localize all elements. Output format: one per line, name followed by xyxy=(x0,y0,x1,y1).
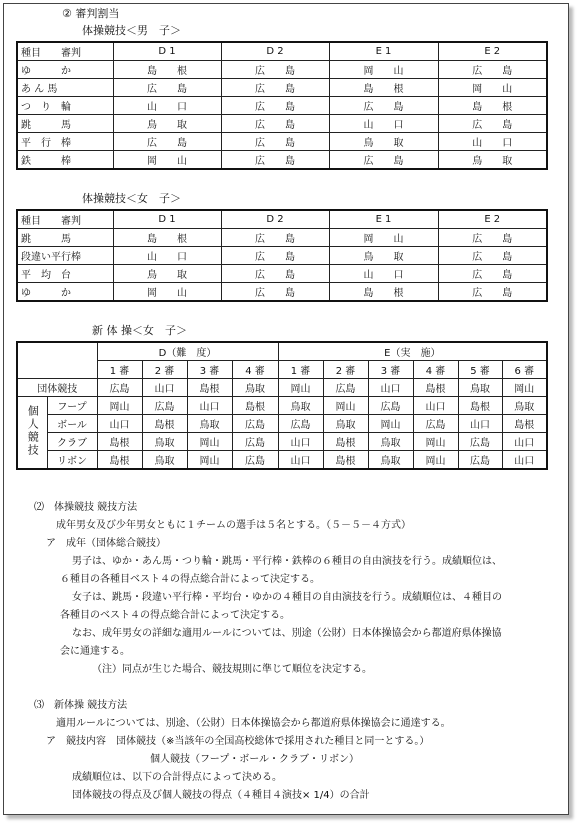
table-cell: 岡山 xyxy=(187,451,232,470)
table-cell: 広 島 xyxy=(329,97,438,115)
table-cell: 山口 xyxy=(502,433,547,451)
table-cell: 山口 xyxy=(187,397,232,415)
table-cell: 鳥取 xyxy=(368,433,413,451)
table-cell: 岡山 xyxy=(187,433,232,451)
table-cell: 島根 xyxy=(187,379,232,397)
table-cell: 岡山 xyxy=(368,415,413,433)
table-cell: 鳥取 xyxy=(502,397,547,415)
section3-paragraph: 団体競技の得点及び個人競技の得点（４種目４演技× 1/4）の合計 xyxy=(72,790,370,801)
table-cell: 鳥取 xyxy=(278,397,323,415)
table-cell: 広島 xyxy=(278,415,323,433)
table-cell: 鳥取 xyxy=(142,433,187,451)
table-cell: 広 島 xyxy=(221,61,329,79)
apparatus-cell: フープ xyxy=(47,397,97,415)
table-cell: 島根 xyxy=(97,433,142,451)
event-cell: ゆ か xyxy=(17,61,113,79)
table-cell: 鳥 取 xyxy=(329,133,438,151)
table-row xyxy=(17,151,547,170)
table-cell: 山口 xyxy=(502,451,547,470)
table-cell: 鳥取 xyxy=(142,451,187,470)
table-cell: 山口 xyxy=(413,397,458,415)
table-row xyxy=(17,451,547,470)
allocation-heading: ② 審判割当 xyxy=(62,7,120,20)
table-cell: 岡山 xyxy=(323,397,368,415)
section2-heading: ⑵ 体操競技 競技方法 xyxy=(34,502,138,513)
table-cell: 鳥取 xyxy=(187,415,232,433)
table-cell: 広 島 xyxy=(438,115,547,133)
section2-paragraph: 成年男女及び少年男女ともに１チームの選手は５名とする。（５－５－４方式） xyxy=(56,520,411,531)
table-cell: 山口 xyxy=(278,451,323,470)
table-cell: 岡山 xyxy=(502,379,547,397)
header-cell: 種目 審判 xyxy=(17,42,113,61)
table-cell: 山 口 xyxy=(113,247,221,265)
header-cell: D 1 xyxy=(113,42,221,61)
table-cell: 島 根 xyxy=(113,61,221,79)
table-header-row xyxy=(17,342,547,361)
table-cell: 広島 xyxy=(142,397,187,415)
event-cell: 跳 馬 xyxy=(17,115,113,133)
table-cell: 岡 山 xyxy=(113,283,221,302)
section2-paragraph: ６種目の各種目ベスト４の得点総合計によって決定する。 xyxy=(60,574,320,585)
table-cell: 山 口 xyxy=(438,133,547,151)
d-group-header: D（難 度） xyxy=(97,342,278,361)
header-cell: 4 審 xyxy=(232,361,278,379)
header-cell: 1 審 xyxy=(278,361,323,379)
event-cell: ゆ か xyxy=(17,283,113,302)
individual-label-text: 個人競技 xyxy=(26,405,40,457)
header-cell: 種目 審判 xyxy=(17,210,113,229)
header-cell: D 2 xyxy=(221,42,329,61)
header-cell: E 1 xyxy=(329,210,438,229)
header-cell: E 2 xyxy=(438,42,547,61)
table-row xyxy=(17,61,547,79)
table-cell: 鳥 取 xyxy=(113,115,221,133)
event-cell: 跳 馬 xyxy=(17,229,113,247)
table-cell: 島 根 xyxy=(438,97,547,115)
table-cell: 鳥 取 xyxy=(113,265,221,283)
header-cell: E 1 xyxy=(329,42,438,61)
table-cell: 鳥 取 xyxy=(438,151,547,170)
table-cell: 岡山 xyxy=(413,451,458,470)
table-cell: 広 島 xyxy=(221,247,329,265)
table-cell: 山口 xyxy=(142,379,187,397)
section2-paragraph: 会に通達する。 xyxy=(60,646,130,657)
table-cell: 岡山 xyxy=(278,379,323,397)
table-cell: 島根 xyxy=(142,415,187,433)
table-cell: 岡 山 xyxy=(329,229,438,247)
header-cell: 1 審 xyxy=(97,361,142,379)
table-cell: 広島 xyxy=(368,397,413,415)
table-cell: 島根 xyxy=(323,433,368,451)
table-cell: 山口 xyxy=(278,433,323,451)
section3-individual: 個人競技（フープ・ボール・クラブ・リボン） xyxy=(150,754,359,765)
table-cell: 広 島 xyxy=(113,133,221,151)
table-cell: 広島 xyxy=(97,379,142,397)
table-cell: 広 島 xyxy=(221,133,329,151)
apparatus-cell: ボール xyxy=(47,415,97,433)
table-row xyxy=(17,229,547,247)
table-cell: 島根 xyxy=(323,451,368,470)
female-table-title: 体操競技＜女 子＞ xyxy=(82,192,181,205)
event-cell: 段違い平行棒 xyxy=(17,247,113,265)
table-row xyxy=(17,397,547,415)
table-cell: 島根 xyxy=(97,451,142,470)
table-cell: 広 島 xyxy=(221,115,329,133)
table-cell: 鳥取 xyxy=(368,451,413,470)
table-cell: 広 島 xyxy=(329,151,438,170)
table-cell: 山口 xyxy=(368,379,413,397)
table-row xyxy=(17,97,547,115)
table-cell: 島根 xyxy=(232,397,278,415)
table-cell: 鳥取 xyxy=(232,379,278,397)
table-cell: 鳥 取 xyxy=(329,247,438,265)
table-cell: 島 根 xyxy=(329,283,438,302)
table-row xyxy=(17,79,547,97)
table-cell: 広島 xyxy=(413,415,458,433)
table-cell: 広 島 xyxy=(221,283,329,302)
male-table-title: 体操競技＜男 子＞ xyxy=(82,24,181,37)
section3-paragraph: 成績順位は、以下の合計得点によって決める。 xyxy=(72,772,282,783)
table-cell: 岡 山 xyxy=(113,151,221,170)
table-cell: 広島 xyxy=(458,433,502,451)
table-cell: 広島 xyxy=(232,451,278,470)
table-cell: 広島 xyxy=(232,415,278,433)
header-cell: 6 審 xyxy=(502,361,547,379)
team-label: 団体競技 xyxy=(17,379,97,397)
table-cell: 広 島 xyxy=(113,79,221,97)
table-cell: 山口 xyxy=(97,415,142,433)
table-cell: 広 島 xyxy=(438,265,547,283)
section2-paragraph: 男子は、ゆか・あん馬・つり輪・跳馬・平行棒・鉄棒の６種目の自由演技を行う。成績順位は、 xyxy=(72,556,502,567)
apparatus-cell: リボン xyxy=(47,451,97,470)
section2-note: （注）同点が生じた場合、競技規則に準じて順位を決定する。 xyxy=(92,664,372,675)
table-row xyxy=(17,379,547,397)
table-cell: 島根 xyxy=(458,397,502,415)
rg-table-title: 新 体 操＜女 子＞ xyxy=(92,324,187,337)
table-cell: 広 島 xyxy=(221,97,329,115)
table-cell: 広島 xyxy=(232,433,278,451)
table-cell: 広 島 xyxy=(221,265,329,283)
event-cell: あ ん 馬 xyxy=(17,79,113,97)
header-cell: 5 審 xyxy=(458,361,502,379)
section3-heading: ⑶ 新体操 競技方法 xyxy=(34,700,128,711)
section2-paragraph: なお、成年男女の詳細な適用ルールについては、別途（公財）日本体操協会から都道府県体操協 xyxy=(72,628,502,639)
header-cell: 2 審 xyxy=(323,361,368,379)
header-cell: 4 審 xyxy=(413,361,458,379)
table-cell: 島 根 xyxy=(113,229,221,247)
header-cell: D 1 xyxy=(113,210,221,229)
apparatus-cell: クラブ xyxy=(47,433,97,451)
table-cell: 鳥取 xyxy=(323,415,368,433)
table-row xyxy=(17,115,547,133)
table-subheader-row xyxy=(17,361,547,379)
header-cell: D 2 xyxy=(221,210,329,229)
event-cell: 平 均 台 xyxy=(17,265,113,283)
section2-paragraph: 女子は、跳馬・段違い平行棒・平均台・ゆかの４種目の自由演技を行う。成績順位は、４種目の xyxy=(72,592,502,603)
table-cell: 鳥取 xyxy=(458,379,502,397)
individual-label xyxy=(17,397,47,470)
table-header-row xyxy=(17,42,547,61)
table-cell: 広 島 xyxy=(438,247,547,265)
table-header-row xyxy=(17,210,547,229)
header-cell: 3 審 xyxy=(187,361,232,379)
event-cell: 鉄 棒 xyxy=(17,151,113,170)
section3-paragraph: 適用ルールについては、別途、（公財）日本体操協会から都道府県体操協会に通達する。 xyxy=(56,718,451,729)
table-cell: 岡山 xyxy=(413,433,458,451)
event-cell: つ り 輪 xyxy=(17,97,113,115)
table-row xyxy=(17,433,547,451)
table-cell: 岡山 xyxy=(97,397,142,415)
header-cell: 3 審 xyxy=(368,361,413,379)
document-page xyxy=(3,3,569,815)
table-cell: 広島 xyxy=(458,451,502,470)
table-cell: 広 島 xyxy=(221,151,329,170)
rg-judge-table xyxy=(16,341,548,470)
table-cell: 岡 山 xyxy=(329,61,438,79)
table-cell: 島 根 xyxy=(329,79,438,97)
table-cell: 広 島 xyxy=(438,229,547,247)
table-row xyxy=(17,247,547,265)
table-row xyxy=(17,415,547,433)
table-cell: 広 島 xyxy=(438,61,547,79)
table-cell: 山 口 xyxy=(329,115,438,133)
section2-paragraph: 各種目のベスト４の得点総合計によって決定する。 xyxy=(60,610,290,621)
table-cell: 山 口 xyxy=(329,265,438,283)
event-cell: 平 行 棒 xyxy=(17,133,113,151)
e-group-header: E（実 施） xyxy=(278,342,547,361)
header-cell: E 2 xyxy=(438,210,547,229)
male-judge-table xyxy=(16,41,548,170)
corner-cell xyxy=(17,342,97,379)
header-cell: 2 審 xyxy=(142,361,187,379)
table-row xyxy=(17,265,547,283)
table-cell: 広島 xyxy=(323,379,368,397)
table-cell: 広 島 xyxy=(438,283,547,302)
section3-item-a: ア 競技内容 団体競技（※当該年の全国高校総体で採用された種目と同一とする。） xyxy=(46,736,430,747)
table-cell: 広 島 xyxy=(221,229,329,247)
section2-item-a: ア 成年（団体総合競技） xyxy=(46,538,166,549)
table-cell: 岡 山 xyxy=(438,79,547,97)
table-row xyxy=(17,283,547,302)
female-judge-table xyxy=(16,209,548,302)
table-cell: 広 島 xyxy=(221,79,329,97)
table-cell: 島根 xyxy=(502,415,547,433)
table-cell: 山 口 xyxy=(113,97,221,115)
table-cell: 山口 xyxy=(458,415,502,433)
table-row xyxy=(17,133,547,151)
table-cell: 島根 xyxy=(413,379,458,397)
